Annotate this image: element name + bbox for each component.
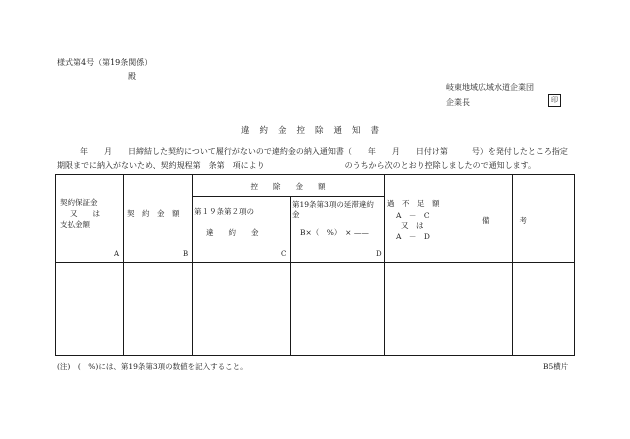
- cell-f-value: [515, 265, 573, 353]
- col-e-header-line-2: A － C: [396, 211, 430, 220]
- notice-body-line-2: 期限までに納入がないため、契約規程第 条第 項により のうちから次のとおり控除しましたので通知します。: [57, 161, 537, 170]
- col-b-letter: B: [183, 250, 189, 258]
- col-d-header-line-2: 金: [292, 210, 300, 219]
- col-a-header-line-1: 契約保証金: [60, 198, 98, 207]
- table-divider: [123, 175, 124, 355]
- col-d-header-line-1: 第19条第3項の延滞違約: [292, 200, 374, 209]
- deduction-amount-header: 控 除 金 額: [250, 182, 326, 191]
- seal-stamp: 印: [548, 94, 561, 107]
- col-c-header-line-2: 違 約 金: [206, 228, 259, 237]
- document-title: 違約金控除通知書: [240, 126, 389, 136]
- col-d-letter: D: [376, 250, 382, 258]
- col-a-header-line-2: 又 は: [70, 209, 100, 218]
- organization-name: 岐東地域広域水道企業団: [446, 83, 534, 92]
- col-a-letter: A: [114, 250, 120, 258]
- deduction-table: [55, 174, 575, 356]
- table-divider: [384, 175, 385, 355]
- col-b-header: 契 約 金 額: [127, 209, 180, 218]
- cell-e-value: [387, 265, 509, 353]
- cell-b-value: [126, 265, 188, 353]
- col-d-formula: B×（ %） × ——: [300, 228, 369, 237]
- deduction-subheader-divider: [192, 196, 384, 197]
- col-c-header-line-1: 第１９条第２項の: [194, 207, 254, 216]
- cell-d-value: [293, 265, 381, 353]
- col-e-header-line-4: A － D: [396, 232, 430, 241]
- table-row-divider: [56, 262, 574, 263]
- cell-c-value: [195, 265, 287, 353]
- cell-a-value: [58, 265, 120, 353]
- footnote: (注) ( %)には、第19条第3項の数値を記入すること。: [57, 362, 248, 371]
- paper-size: B5横片: [543, 362, 569, 371]
- col-a-header-line-3: 支払金額: [60, 220, 90, 229]
- table-divider: [290, 175, 291, 355]
- signer-title: 企業長: [446, 98, 470, 107]
- notice-body-line-1: 年 月 日締結した契約について履行がないので違約金の納入通知書（ 年 月 日付け第 号）を発付したところ指定: [80, 147, 568, 156]
- form-number: 様式第4号（第19条関係）: [57, 58, 153, 67]
- table-divider: [192, 175, 193, 355]
- col-e-header-line-3: 又 は: [401, 221, 424, 230]
- addressee-suffix: 殿: [128, 72, 136, 81]
- col-c-letter: C: [281, 250, 287, 258]
- col-f-remarks-header: 備 考: [482, 216, 527, 225]
- table-divider: [512, 175, 513, 355]
- col-e-header-line-1: 過 不 足 額: [387, 199, 440, 208]
